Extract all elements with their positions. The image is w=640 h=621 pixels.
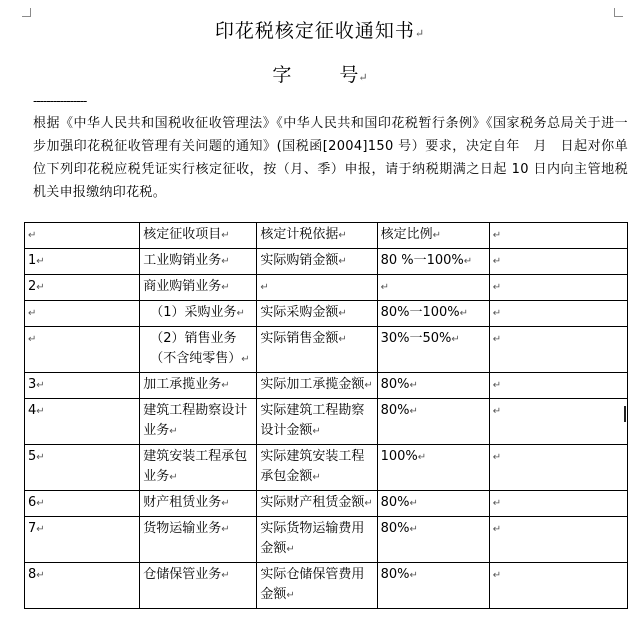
table-row [25, 445, 628, 491]
header-cell-ratio[interactable]: 核定比例↵ [377, 223, 489, 249]
levy-items-table [24, 222, 628, 609]
levy-ratio-cell[interactable]: 80%一100%↵ [377, 301, 489, 327]
document-body-text: 根据《中华人民共和国税收征收管理法》《中华人民共和国印花税暂行条例》《国家税务总局关于进一步加强印花税征收管理有关问题的通知》(国税函[2004]150 号）要求，决定自年 月 日起对你单位下列印花税应税凭证实行核定征收，按（月、季）申报，请于纳税期满之日起 10 日内向主管地税机关申报缴纳印花税。 [33, 116, 628, 200]
table-row [25, 327, 628, 373]
table-row [25, 491, 628, 517]
table-row [25, 563, 628, 609]
blank-cell[interactable]: ↵ [489, 249, 627, 275]
text-cursor-mark [624, 406, 626, 422]
row-number-cell[interactable]: 7↵ [25, 517, 140, 563]
blank-cell[interactable]: ↵ [489, 399, 627, 445]
table-row [25, 517, 628, 563]
number-label-zi: 字 [272, 64, 292, 86]
row-number-cell[interactable]: 2↵ [25, 275, 140, 301]
levy-ratio-cell[interactable]: 80%↵ [377, 563, 489, 609]
blank-cell[interactable]: ↵ [489, 563, 627, 609]
tax-basis-cell[interactable]: 实际财产租赁金额↵ [257, 491, 377, 517]
row-number-cell[interactable]: 6↵ [25, 491, 140, 517]
levy-ratio-cell[interactable]: 30%一50%↵ [377, 327, 489, 373]
blank-cell[interactable]: ↵ [489, 301, 627, 327]
row-number-cell[interactable]: 3↵ [25, 373, 140, 399]
tax-basis-cell[interactable]: 实际采购金额↵ [257, 301, 377, 327]
table-row [25, 249, 628, 275]
levy-item-cell[interactable]: 货物运输业务↵ [140, 517, 257, 563]
header-cell-item[interactable]: 核定征收项目↵ [140, 223, 257, 249]
levy-ratio-cell[interactable]: ↵ [377, 275, 489, 301]
paragraph-mark: ↵ [358, 71, 368, 84]
blank-cell[interactable]: ↵ [489, 445, 627, 491]
blank-cell[interactable]: ↵ [489, 373, 627, 399]
levy-ratio-cell[interactable]: 100%↵ [377, 445, 489, 491]
row-number-cell[interactable]: 1↵ [25, 249, 140, 275]
tax-basis-cell[interactable]: 实际建筑安装工程承包金额↵ [257, 445, 377, 491]
levy-item-cell[interactable]: 商业购销业务↵ [140, 275, 257, 301]
tax-basis-cell[interactable]: 实际仓储保管费用金额↵ [257, 563, 377, 609]
levy-item-cell[interactable]: （2）销售业务（不含纯零售）↵ [140, 327, 257, 373]
row-number-cell[interactable]: ↵ [25, 301, 140, 327]
blank-cell[interactable]: ↵ [489, 517, 627, 563]
row-number-cell[interactable]: 8↵ [25, 563, 140, 609]
document-number-line [0, 60, 640, 87]
header-cell-basis[interactable]: 核定计税依据↵ [257, 223, 377, 249]
table-header-row [25, 223, 628, 249]
tax-basis-cell[interactable]: ↵ [257, 275, 377, 301]
row-number-cell[interactable]: 5↵ [25, 445, 140, 491]
table-row [25, 399, 628, 445]
table-row [25, 373, 628, 399]
levy-item-cell[interactable]: 仓储保管业务↵ [140, 563, 257, 609]
tax-basis-cell[interactable]: 实际货物运输费用金额↵ [257, 517, 377, 563]
header-cell-blank[interactable]: ↵ [489, 223, 627, 249]
levy-item-cell[interactable]: 加工承揽业务↵ [140, 373, 257, 399]
tax-basis-cell[interactable]: 实际销售金额↵ [257, 327, 377, 373]
document-title: 印花税核定征收通知书↵ [214, 20, 426, 42]
levy-ratio-cell[interactable]: 80 %一100%↵ [377, 249, 489, 275]
row-number-cell[interactable]: ↵ [25, 327, 140, 373]
levy-item-cell[interactable]: 财产租赁业务↵ [140, 491, 257, 517]
header-cell-no[interactable]: ↵ [25, 223, 140, 249]
row-number-cell[interactable]: 4↵ [25, 399, 140, 445]
table-row [25, 275, 628, 301]
levy-item-cell[interactable]: 工业购销业务↵ [140, 249, 257, 275]
tax-basis-cell[interactable]: 实际建筑工程勘察设计金额↵ [257, 399, 377, 445]
blank-cell[interactable]: ↵ [489, 275, 627, 301]
levy-item-cell[interactable]: 建筑工程勘察设计业务↵ [140, 399, 257, 445]
levy-item-cell[interactable]: （1）采购业务↵ [140, 301, 257, 327]
blank-cell[interactable]: ↵ [489, 327, 627, 373]
levy-ratio-cell[interactable]: 80%↵ [377, 517, 489, 563]
levy-ratio-cell[interactable]: 80%↵ [377, 373, 489, 399]
tax-basis-cell[interactable]: 实际加工承揽金额↵ [257, 373, 377, 399]
reference-line: ---------------- [33, 94, 87, 108]
levy-ratio-cell[interactable]: 80%↵ [377, 399, 489, 445]
levy-ratio-cell[interactable]: 80%↵ [377, 491, 489, 517]
table-row [25, 301, 628, 327]
levy-item-cell[interactable]: 建筑安装工程承包业务↵ [140, 445, 257, 491]
paragraph-mark: ↵ [414, 27, 426, 40]
number-label-hao: 号 [339, 64, 359, 86]
blank-cell[interactable]: ↵ [489, 491, 627, 517]
tax-basis-cell[interactable]: 实际购销金额↵ [257, 249, 377, 275]
